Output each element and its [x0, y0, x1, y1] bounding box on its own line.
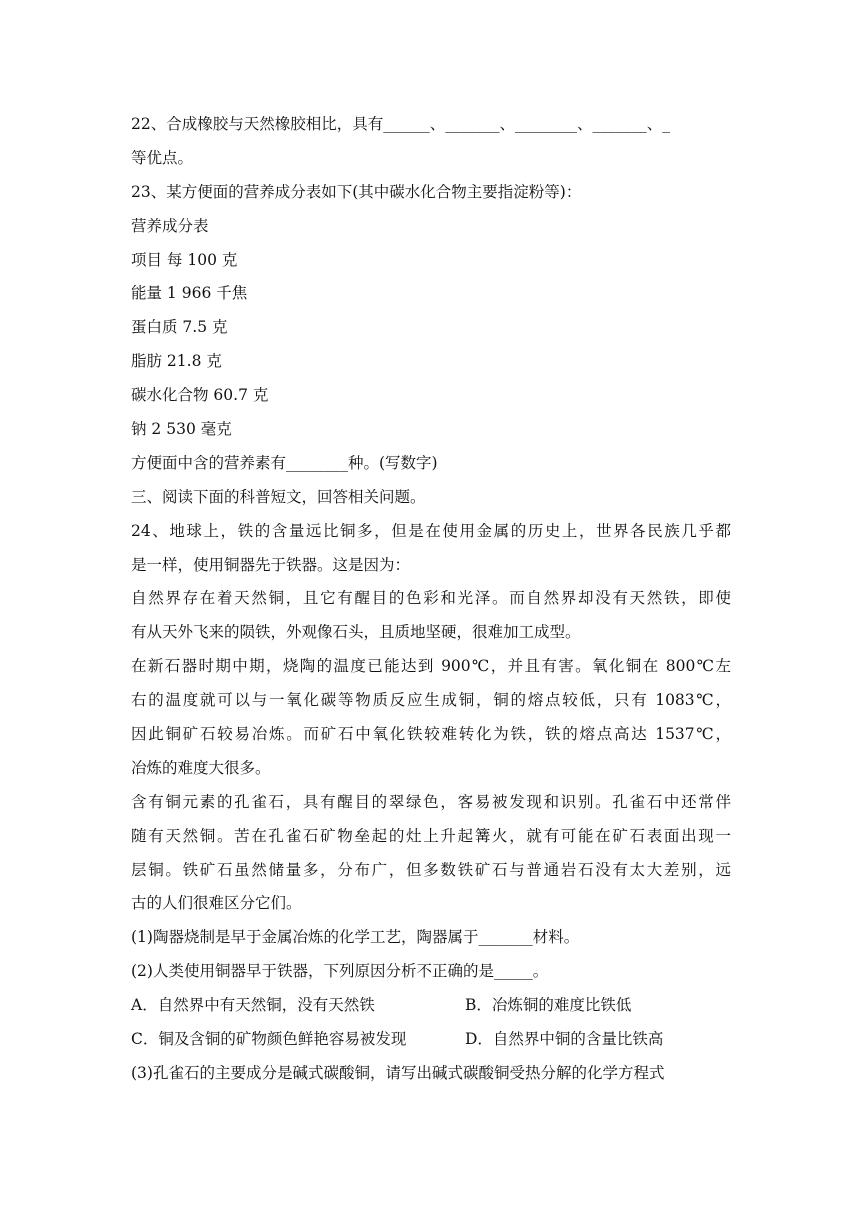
options-row-ab — [131, 989, 731, 1023]
q24-subquestion-1: (1)陶器烧制是早于金属冶炼的化学工艺，陶器属于_______材料。 — [131, 928, 580, 947]
q24-subquestion-2: (2)人类使用铜器早于铁器，下列原因分析不正确的是_____。 — [131, 962, 549, 981]
nutrition-row-sodium: 钠 2 530 毫克 — [131, 420, 232, 439]
q24-paragraph-1-line-1: 24、地球上，铁的含量远比铜多，但是在使用金属的历史上，世界各民族几乎都 — [131, 521, 731, 540]
q24-paragraph-4-line-2: 随有天然铜。苦在孔雀石矿物垒起的灶上升起篝火，就有可能在矿石表面出现一 — [131, 826, 731, 845]
q24-subquestion-3: (3)孔雀石的主要成分是碱式碳酸铜，请写出碱式碳酸铜受热分解的化学方程式 — [131, 1063, 665, 1082]
nutrition-row-protein: 蛋白质 7.5 克 — [131, 318, 228, 337]
nutrition-row-carbohydrate: 碳水化合物 60.7 克 — [131, 386, 269, 405]
q22-line-1: 22、合成橡胶与天然橡胶相比，具有______、_______、________、_______、_ — [131, 115, 670, 133]
q22-line-2: 等优点。 — [131, 148, 194, 167]
q24-paragraph-1-line-2: 是一样，使用铜器先于铁器。这是因为： — [131, 555, 411, 574]
option-a: A．自然界中有天然铜，没有天然铁 — [131, 996, 375, 1015]
q24-paragraph-4-line-3: 层铜。铁矿石虽然储量多，分布广，但多数铁矿石与普通岩石没有太大差别，远 — [131, 860, 731, 879]
document-content — [131, 108, 731, 1091]
q24-paragraph-3-line-2: 右的温度就可以与一氧化碳等物质反应生成铜，铜的熔点较低，只有 1083℃， — [131, 691, 731, 710]
q24-paragraph-4-line-1: 含有铜元素的孔雀石，具有醒目的翠绿色，客易被发现和识别。孔雀石中还常伴 — [131, 792, 731, 811]
options-row-cd — [131, 1023, 731, 1057]
option-b: B．冶炼铜的难度比铁低 — [465, 996, 632, 1015]
q24-paragraph-4-line-4: 古的人们很难区分它们。 — [131, 894, 302, 913]
q24-paragraph-2-line-2: 有从天外飞来的陨铁，外观像石头，且质地坚硬，很难加工成型。 — [131, 623, 581, 642]
q24-paragraph-3-line-3: 因此铜矿石较易冶炼。而矿石中氧化铁较难转化为铁，铁的熔点高达 1537℃， — [131, 725, 731, 744]
section-3-heading: 三、阅读下面的科普短文，回答相关问题。 — [131, 487, 426, 506]
q23-intro: 23、某方便面的营养成分表如下(其中碳水化合物主要指淀粉等)： — [131, 182, 582, 201]
q24-paragraph-2-line-1: 自然界存在着天然铜，且它有醒目的色彩和光泽。而自然界却没有天然铁，即使 — [131, 589, 731, 608]
option-d: D．自然界中铜的含量比铁高 — [465, 1030, 664, 1049]
q24-paragraph-3-line-4: 冶炼的难度大很多。 — [131, 758, 271, 777]
nutrition-row-header: 项目 每 100 克 — [131, 250, 238, 269]
nutrition-row-energy: 能量 1 966 千焦 — [131, 284, 248, 303]
q24-paragraph-3-line-1: 在新石器时期中期，烧陶的温度已能达到 900℃，并且有害。氧化铜在 800℃左 — [131, 657, 731, 676]
nutrition-row-fat: 脂肪 21.8 克 — [131, 352, 222, 371]
nutrition-table-title: 营养成分表 — [131, 216, 209, 235]
q23-question: 方便面中含的营养素有________种。(写数字) — [131, 453, 438, 472]
option-c: C．铜及含铜的矿物颜色鲜艳容易被发现 — [131, 1030, 407, 1049]
